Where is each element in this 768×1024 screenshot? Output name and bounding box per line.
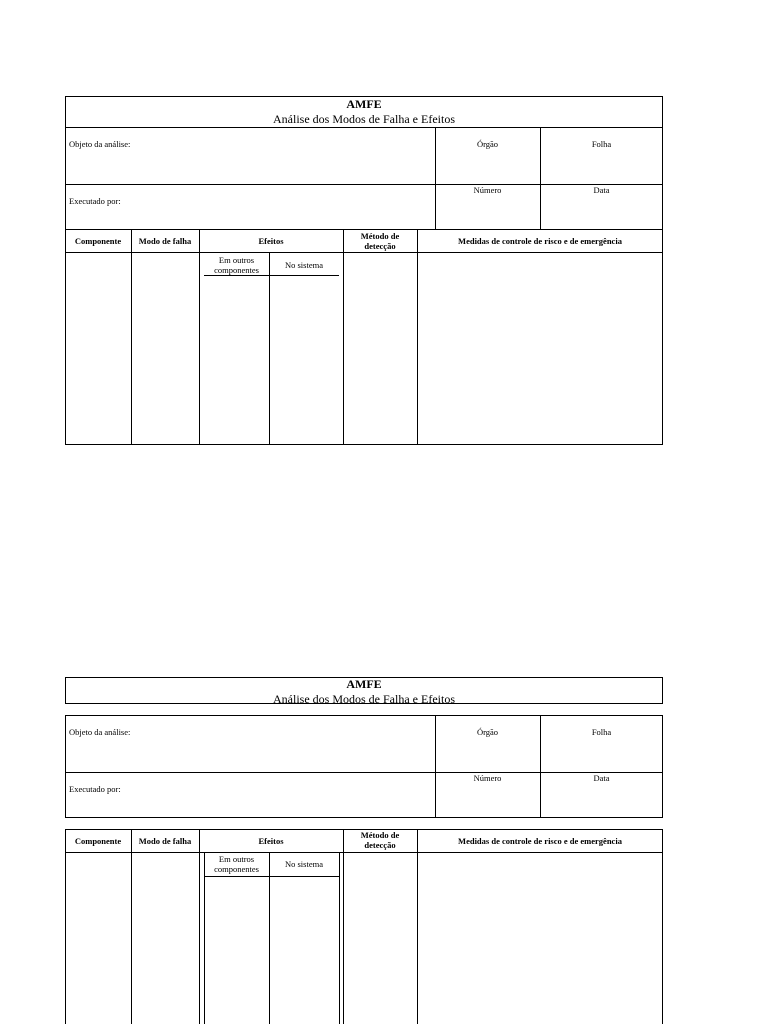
subcol-outros-line2: componentes (214, 864, 259, 874)
divider (417, 829, 418, 1024)
col-medidas: Medidas de controle de risco e de emergência (458, 236, 622, 246)
data-label: Data (593, 773, 610, 783)
col-componente: Componente (74, 236, 122, 246)
col-modo-falha: Modo de falha (138, 236, 192, 246)
col-metodo (343, 231, 417, 251)
orgao-label: Órgão (476, 139, 499, 149)
divider (199, 829, 200, 1024)
subcol-outros-line2: componentes (214, 265, 259, 275)
form-subtitle: Análise dos Modos de Falha e Efeitos (273, 112, 455, 126)
executado-label: Executado por: (69, 784, 121, 794)
divider (204, 876, 339, 877)
table-box (65, 829, 663, 1024)
subcol-outros (204, 255, 269, 275)
divider (269, 253, 270, 445)
folha-label: Folha (591, 727, 612, 737)
subcol-sistema: No sistema (284, 859, 323, 869)
divider (65, 127, 663, 128)
executado-label: Executado por: (69, 196, 121, 206)
numero-label: Número (473, 185, 502, 195)
divider (417, 229, 418, 445)
divider (199, 229, 200, 445)
divider (269, 852, 270, 1024)
divider (65, 229, 663, 230)
col-medidas: Medidas de controle de risco e de emergência (458, 836, 622, 846)
divider (131, 229, 132, 445)
col-efeitos: Efeitos (258, 236, 284, 246)
divider (343, 229, 344, 445)
col-metodo-line2: detecção (364, 241, 396, 251)
form-title: AMFE (346, 677, 382, 691)
divider (65, 252, 663, 253)
numero-label: Número (473, 773, 502, 783)
title-block (65, 97, 663, 127)
title-block (65, 677, 663, 707)
objeto-label: Objeto da análise: (69, 727, 131, 737)
divider (204, 275, 339, 276)
form-title: AMFE (346, 97, 382, 111)
divider (204, 852, 205, 1024)
col-metodo-line1: Método de (360, 830, 400, 840)
subcol-outros-line1: Em outros (218, 854, 255, 864)
col-metodo (343, 830, 417, 850)
col-metodo-line1: Método de (360, 231, 400, 241)
subcol-outros-line1: Em outros (218, 255, 255, 265)
orgao-label: Órgão (476, 727, 499, 737)
col-componente: Componente (74, 836, 122, 846)
form-subtitle: Análise dos Modos de Falha e Efeitos (273, 692, 455, 706)
folha-label: Folha (591, 139, 612, 149)
col-efeitos: Efeitos (258, 836, 284, 846)
subcol-outros (204, 854, 269, 874)
divider (343, 829, 344, 1024)
objeto-label: Objeto da análise: (69, 139, 131, 149)
col-modo-falha: Modo de falha (138, 836, 192, 846)
divider (131, 829, 132, 1024)
divider (65, 852, 663, 853)
divider (339, 852, 340, 1024)
data-label: Data (593, 185, 610, 195)
subcol-sistema: No sistema (284, 260, 323, 270)
col-metodo-line2: detecção (364, 840, 396, 850)
